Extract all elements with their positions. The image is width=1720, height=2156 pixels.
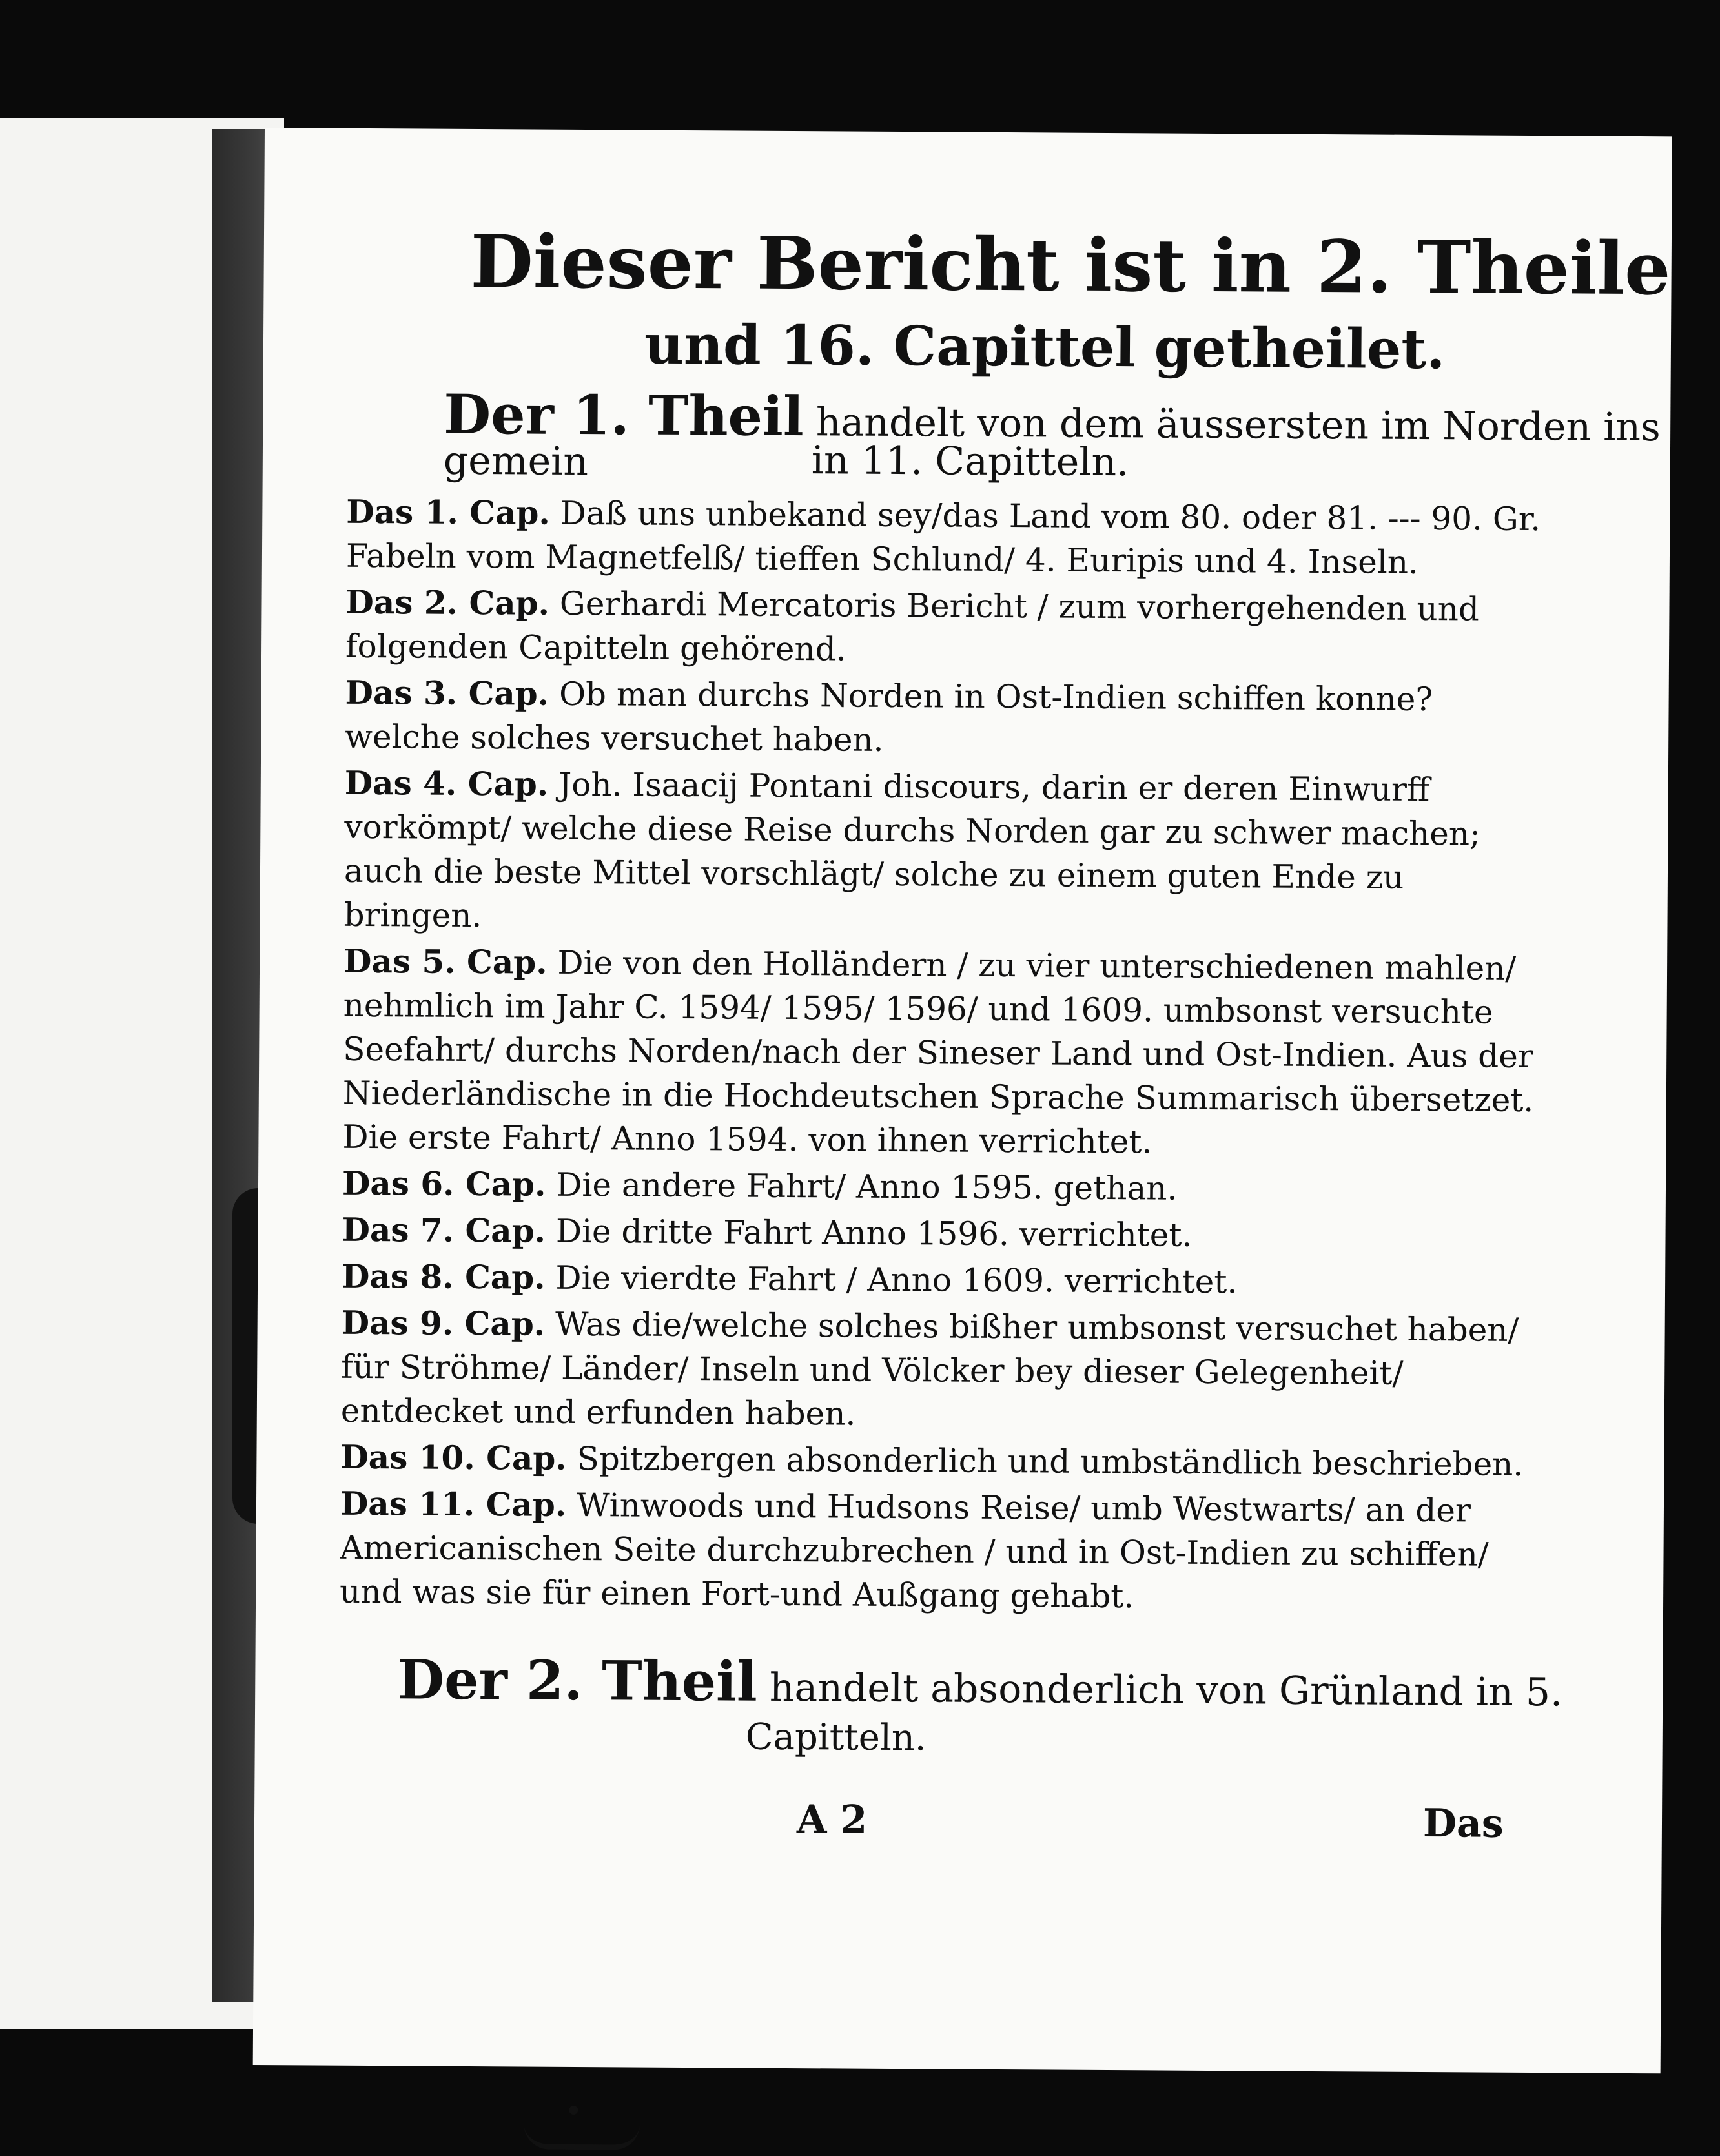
ink-flourish: [524, 2119, 640, 2150]
part1-label: Der 1. Theil: [443, 382, 804, 449]
entry-text: Gerhardi Mercatoris Bericht / zum vorhergehenden und folgenden Capitteln gehörend.: [345, 584, 1480, 668]
entry-text: Die dritte Fahrt Anno 1596. verrichtet.: [555, 1212, 1193, 1254]
entry-text: Daß uns unbekand sey/das Land vom 80. oder 81. --- 90. Gr. Fabeln vom Magnetfelß/ tieffen Schlund/ 4. Euripis und 4. Inseln.: [345, 494, 1541, 581]
entry-label: Das 1. Cap.: [346, 492, 551, 532]
part2-label: Der 2. Theil: [397, 1647, 758, 1714]
entry-text: Ob man durchs Norden in Ost-Indien schiffen konne? welche solches versuchet haben.: [345, 675, 1433, 759]
table-of-contents: [340, 490, 1548, 1623]
toc-entry: [342, 1208, 1542, 1259]
signature-mark: A 2: [796, 1797, 868, 1843]
toc-entry: [342, 1162, 1543, 1213]
part2-text: handelt absonderlich von Grünland in 5.: [769, 1665, 1563, 1716]
toc-entry: [342, 1255, 1542, 1306]
entry-text: Die von den Holländern / zu vier unterschiedenen mahlen/ nehmlich im Jahr C. 1594/ 1595/ 1596/ und 1609. umbsonst versuchte Seefahrt/ durchs Norden/nach der Sineser Land und Ost-Indien. Aus der Niederländische in die Hochdeutschen Sprache Summarisch übersetzet. Die erste Fahrt/ Anno 1594. von ihnen verrichtet.: [342, 943, 1534, 1161]
entry-label: Das 11. Cap.: [340, 1484, 567, 1524]
part1-chapters: in 11. Capitteln.: [811, 438, 1129, 486]
catchword: Das: [1422, 1801, 1504, 1847]
book-page: [253, 128, 1672, 2073]
entry-text: Spitzbergen absonderlich und umbständlich beschrieben.: [577, 1439, 1524, 1483]
title-line-1: Dieser Bericht ist in 2. Theile: [470, 219, 1671, 312]
part1-text: handelt von dem äussersten im Norden ins gemein: [443, 400, 1661, 485]
entry-label: Das 9. Cap.: [341, 1303, 546, 1343]
toc-entry: [340, 1435, 1541, 1486]
entry-label: Das 3. Cap.: [345, 673, 549, 713]
entry-label: Das 6. Cap.: [342, 1164, 546, 1204]
toc-entry: [342, 939, 1544, 1166]
entry-text: Was die/welche solches bißher umbsonst versuchet haben/ für Ströhme/ Länder/ Inseln und Völcker bey dieser Gelegenheit/ entdecket und erfunden haben.: [340, 1305, 1519, 1433]
title-line-2: und 16. Capittel getheilet.: [644, 312, 1446, 382]
entry-label: Das 2. Cap.: [345, 582, 550, 622]
entry-text: Die andere Fahrt/ Anno 1595. gethan.: [556, 1165, 1178, 1207]
entry-label: Das 7. Cap.: [342, 1210, 546, 1250]
entry-label: Das 10. Cap.: [340, 1437, 567, 1477]
entry-text: Winwoods und Hudsons Reise/ umb Westwarts/ an der Americanischen Seite durchzubrechen / und in Ost-Indien zu schiffen/ und was sie für einen Fort-und Außgang gehabt.: [339, 1486, 1489, 1616]
toc-entry: [340, 1482, 1541, 1621]
toc-entry: [341, 1301, 1542, 1440]
entry-text: Die vierdte Fahrt / Anno 1609. verrichtet.: [555, 1258, 1238, 1301]
part2-heading: [397, 1647, 1563, 1716]
entry-label: Das 5. Cap.: [343, 941, 548, 981]
toc-entry: [345, 671, 1546, 766]
entry-label: Das 4. Cap.: [344, 763, 549, 803]
part2-chapters: Capitteln.: [745, 1716, 927, 1760]
toc-entry: [343, 761, 1546, 944]
toc-entry: [345, 580, 1547, 675]
ink-dot: [569, 2106, 578, 2115]
entry-label: Das 8. Cap.: [341, 1257, 546, 1297]
entry-text: Joh. Isaacij Pontani discours, darin er deren Einwurff vorkömpt/ welche diese Reise durchs Norden gar zu schwer machen; auch die beste Mittel vorschlägt/ solche zu einem guten Ende zu bringen.: [343, 765, 1481, 935]
toc-entry: [346, 490, 1548, 585]
